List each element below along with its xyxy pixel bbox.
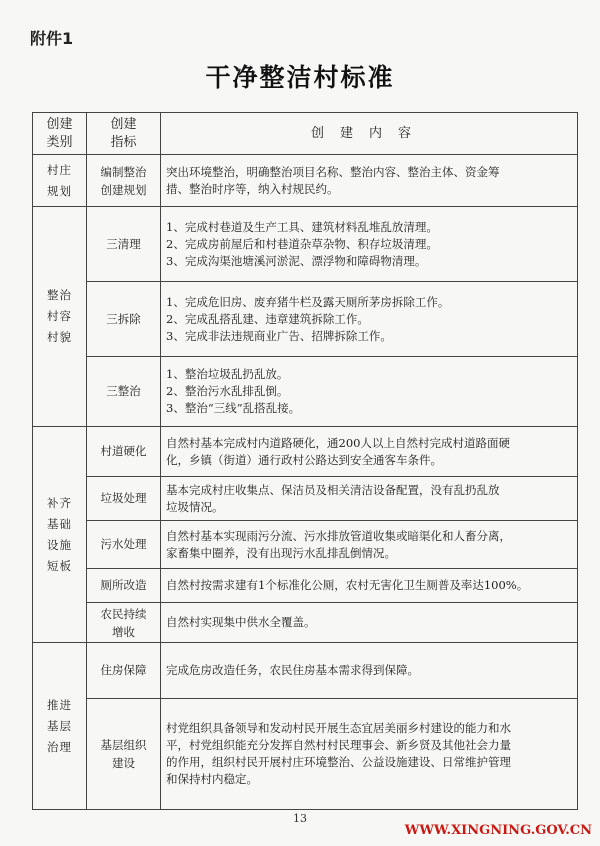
table-row xyxy=(33,477,578,521)
indicator-cell: 编制整治 创建规划 xyxy=(87,155,161,207)
content-cell: 自然村基本完成村内道路硬化，通200人以上自然村完成村道路面硬 化，乡镇（街道）通行政村公路达到安全通客车条件。 xyxy=(161,427,578,477)
category-cell: 推进 基层 治理 xyxy=(33,643,87,810)
content-cell: 完成危房改造任务，农民住房基本需求得到保障。 xyxy=(161,643,578,699)
table-header-row xyxy=(33,113,578,155)
header-category: 创建 类别 xyxy=(33,113,87,155)
indicator-cell: 农民持续 增收 xyxy=(87,603,161,643)
indicator-cell: 村道硬化 xyxy=(87,427,161,477)
table-row xyxy=(33,521,578,569)
indicator-cell: 三整治 xyxy=(87,357,161,427)
page-title: 干净整洁村标准 xyxy=(205,63,395,92)
indicator-cell: 厕所改造 xyxy=(87,569,161,603)
table-row xyxy=(33,357,578,427)
indicator-cell: 污水处理 xyxy=(87,521,161,569)
content-cell: 突出环境整治，明确整治项目名称、整治内容、整治主体、资金筹 措、整治时序等，纳入村规民约。 xyxy=(161,155,578,207)
header-content: 创建内容 xyxy=(161,113,578,155)
attachment-label: 附件1 xyxy=(30,29,74,48)
table-row xyxy=(33,207,578,282)
content-cell: 1、整治垃圾乱扔乱放。 2、整治污水乱排乱倒。 3、整治“三线”乱搭乱接。 xyxy=(161,357,578,427)
indicator-cell: 住房保障 xyxy=(87,643,161,699)
standards-table xyxy=(32,112,578,810)
content-cell: 1、完成村巷道及生产工具、建筑材料乱堆乱放清理。 2、完成房前屋后和村巷道杂草杂物、积存垃圾清理。 3、完成沟渠池塘溪河淤泥、漂浮物和障碍物清理。 xyxy=(161,207,578,282)
content-cell: 1、完成危旧房、废弃猪牛栏及露天厕所茅房拆除工作。 2、完成乱搭乱建、违章建筑拆除工作。 3、完成非法违规商业广告、招牌拆除工作。 xyxy=(161,282,578,357)
page-number: 13 xyxy=(293,812,307,825)
indicator-cell: 基层组织 建设 xyxy=(87,699,161,810)
category-cell: 整治 村容 村貌 xyxy=(33,207,87,427)
table-row xyxy=(33,569,578,603)
content-cell: 村党组织具备领导和发动村民开展生态宜居美丽乡村建设的能力和水 平，村党组织能充分发挥自然村村民理事会、新乡贤及其他社会力量 的作用，组织村民开展村庄环境整治、公益设施建设、日常维护管理 和保持村内稳定。 xyxy=(161,699,578,810)
table-row xyxy=(33,699,578,810)
content-cell: 基本完成村庄收集点、保洁员及相关清洁设备配置，没有乱扔乱放 垃圾情况。 xyxy=(161,477,578,521)
table-row xyxy=(33,643,578,699)
content-cell: 自然村基本实现雨污分流、污水排放管道收集或暗渠化和人畜分离， 家畜集中圈养，没有出现污水乱排乱倒情况。 xyxy=(161,521,578,569)
table-row xyxy=(33,282,578,357)
category-cell: 补齐 基础 设施 短板 xyxy=(33,427,87,643)
content-cell: 自然村按需求建有1个标准化公厕，农村无害化卫生厕普及率达100%。 xyxy=(161,569,578,603)
table-row xyxy=(33,603,578,643)
indicator-cell: 垃圾处理 xyxy=(87,477,161,521)
indicator-cell: 三拆除 xyxy=(87,282,161,357)
category-cell: 村庄 规划 xyxy=(33,155,87,207)
indicator-cell: 三清理 xyxy=(87,207,161,282)
table-row xyxy=(33,155,578,207)
header-indicator: 创建 指标 xyxy=(87,113,161,155)
site-watermark: WWW.XINGNING.GOV.CN xyxy=(404,823,592,838)
table-row xyxy=(33,427,578,477)
content-cell: 自然村实现集中供水全覆盖。 xyxy=(161,603,578,643)
